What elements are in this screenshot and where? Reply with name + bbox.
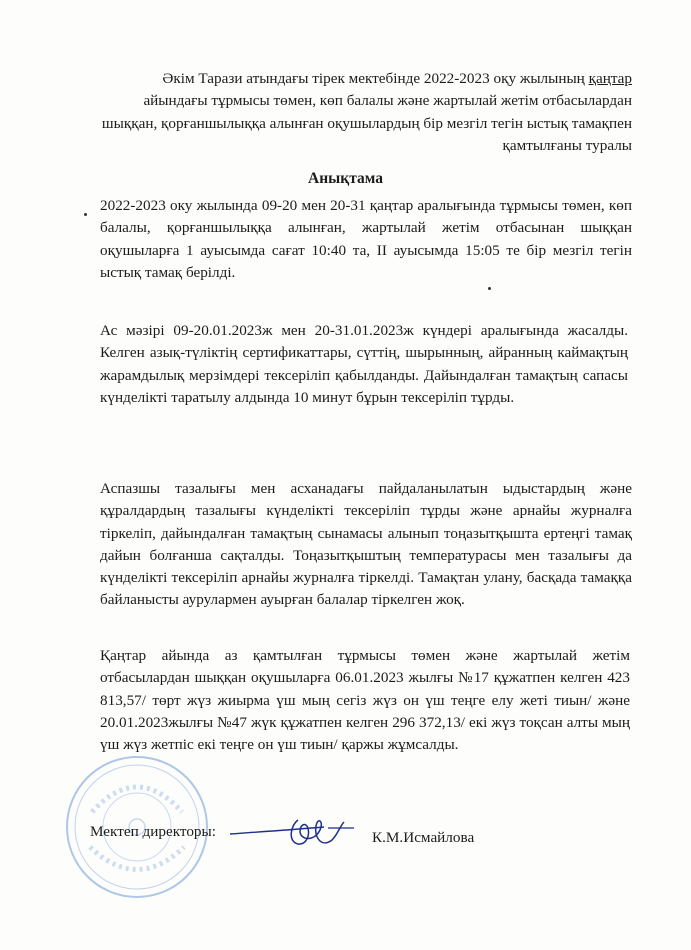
scan-speck: [488, 287, 491, 290]
signature-label: Мектеп директоры:: [90, 823, 216, 840]
header-rest: айындағы тұрмысы төмен, көп балалы және жартылай жетім отбасылардан шыққан, қорғаншылыққа алынған оқушылардың бір мезгіл тегін ыстық тамақпен қамтылғаны туралы: [101, 92, 632, 154]
document-title: Анықтама: [308, 170, 383, 187]
document-header: [100, 68, 632, 157]
scan-speck: [84, 213, 87, 216]
paragraph-3: Аспазшы тазалығы мен асханадағы пайдаланылатын ыдыстардың және құралдардың тазалығы күнделікті тексеріліп тұрды және арнайы журналға тіркеліп, дайындалған тамақтың сынамасы алынып тоңазытқышта ертеңгі тамақ дайын болғанша сақталды. Тоңазытқыштың температурасы мен тазалығы да күнделікті тексеріліп арнайы журналға тіркелді. Тамақтан улану, басқада тамаққа байланысты аурулармен ауырған балалар тіркелген жоқ.: [100, 480, 632, 609]
paragraph-2: Ас мәзірі 09-20.01.2023ж мен 20-31.01.2023ж күндері аралығында жасалды. Келген азық-түліктің сертификаттары, сүттің, шырынның, айранның каймақтың жарамдылық мерзімдері тексеріліп қабылданды. Дайындалған тамақтың сапасы күнделікті таратылу алдында 10 минут бұрын тексеріліп тұрды.: [100, 322, 628, 406]
director-name: К.М.Исмайлова: [372, 829, 475, 846]
header-month-underlined: қаңтар: [588, 70, 632, 87]
header-line1-prefix: Әкім Тарази атындағы тірек мектебінде 2022-2023 оқу жылының: [162, 70, 589, 87]
director-signature: [228, 808, 368, 858]
paragraph-1: 2022-2023 оку жылында 09-20 мен 20-31 қаңтар аралығында тұрмысы төмен, көп балалы, қорғаншылыққа алынған, жартылай жетім отбасынан шыққан оқушыларға 1 ауысымда сағат 10:40 та, ІІ ауысымда 15:05 те бір мезгіл тегін ыстық тамақ берілді.: [100, 197, 632, 281]
paragraph-4: Қаңтар айында аз қамтылған тұрмысы төмен және жартылай жетім отбасылардан шыққан оқушыларға 06.01.2023 жылғы №17 құжатпен келген 423 813,57/ төрт жүз жиырма үш мың сегіз жүз он үш теңге елу жеті тиын/ және 20.01.2023жылғы №47 жүк құжатпен келген 296 372,13/ екі жүз тоқсан алты мың үш жүз жетпіс екі теңге он үш тиын/ қаржы жұмсалды.: [100, 647, 630, 754]
